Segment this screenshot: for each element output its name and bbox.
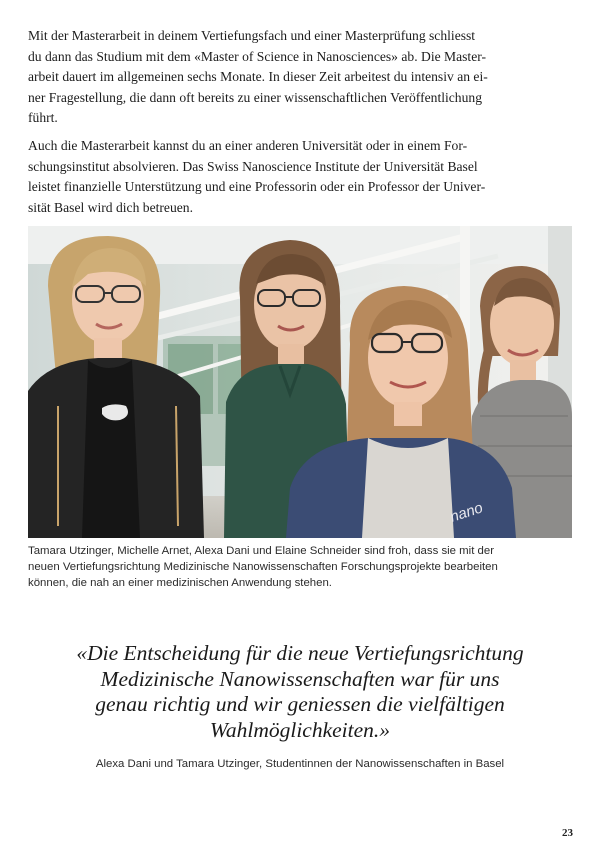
page-number: 23: [562, 827, 573, 839]
caption-line: neuen Vertiefungsrichtung Medizinische Nanowissenschaften Forschungsprojekte bearbeiten: [28, 561, 498, 573]
quote-attribution: Alexa Dani und Tamara Utzinger, Studentinnen der Nanowissenschaften in Basel: [95, 758, 505, 770]
body-paragraph-1: [28, 26, 568, 129]
paragraph-line: arbeit dauert im allgemeinen sechs Monate. In dieser Zeit arbeitest du intensiv an ei-: [28, 69, 488, 84]
paragraph-line: du dann das Studium mit dem «Master of Science in Nanosciences» ab. Die Master-: [28, 48, 487, 64]
photo-caption: [28, 543, 568, 591]
paragraph-line: schungsinstitut absolvieren. Das Swiss Nanoscience Institute der Universität Basel: [28, 158, 478, 174]
caption-line: Tamara Utzinger, Michelle Arnet, Alexa Dani und Elaine Schneider sind froh, dass sie mit der: [28, 545, 494, 557]
quote-line: genau richtig und wir geniessen die vielfältigen: [95, 692, 505, 716]
paragraph-line: sität Basel wird dich betreuen.: [28, 199, 193, 215]
caption-line: können, die nah an einer medizinischen Anwendung stehen.: [28, 577, 332, 589]
body-paragraph-2: [28, 136, 568, 218]
quote-line: Wahlmöglichkeiten.»: [209, 717, 391, 742]
paragraph-line: ner Fragestellung, die dann oft bereits zu einer wissenschaftlichen Veröffentlichung: [28, 89, 482, 105]
quote-line: «Die Entscheidung für die neue Vertiefungsrichtung: [76, 641, 524, 665]
paragraph-line: führt.: [28, 110, 58, 125]
shirt-print-text: nano: [447, 499, 485, 526]
group-photo-illustration: [28, 226, 572, 538]
group-photo: [28, 226, 572, 538]
paragraph-line: leistet finanzielle Unterstützung und eine Professorin oder ein Professor der Univer-: [28, 179, 486, 194]
quote-line: Medizinische Nanowissenschaften war für uns: [100, 666, 500, 691]
pull-quote: [20, 641, 580, 743]
paragraph-line: Auch die Masterarbeit kannst du an einer anderen Universität oder in einem For-: [28, 138, 468, 153]
paragraph-line: Mit der Masterarbeit in deinem Vertiefungsfach und einer Masterprüfung schliesst: [28, 28, 476, 43]
